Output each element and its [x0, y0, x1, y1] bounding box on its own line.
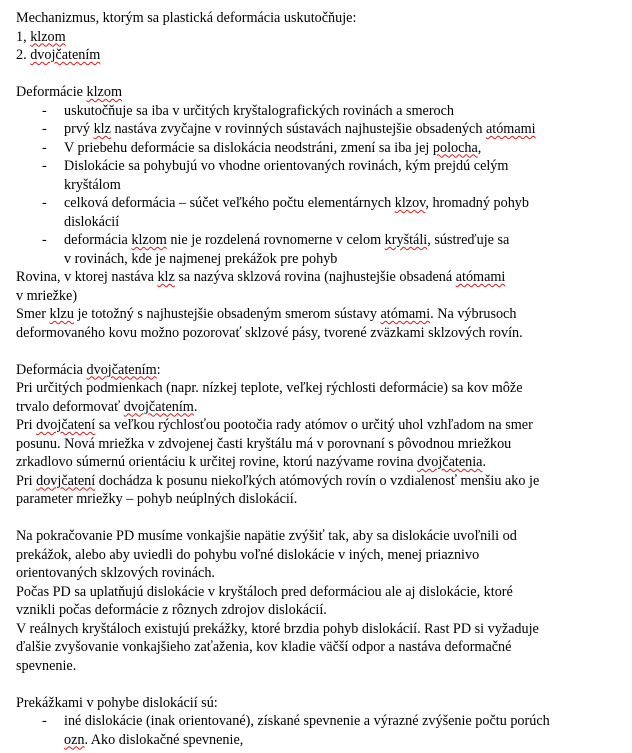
paragraph-line: V reálnych kryštáloch existujú prekážky, ktoré brzdia pohyb dislokácií. Rast PD si vyžaduje [16, 620, 539, 637]
paragraph-line: parameter mriežky – pohyb neúplných dislokácií. [16, 491, 298, 507]
section-heading-klz [16, 83, 626, 102]
blank-line [16, 509, 626, 528]
paragraph-line [16, 416, 626, 435]
paragraph-line: prekážok, alebo aby uviedli do pohybu voľné dislokácie v iných, menej priaznivo [16, 546, 480, 563]
list-number: 1, [16, 28, 31, 45]
paragraph-line: Počas PD sa uplatňujú dislokácie v kryštáloch pred deformáciou ale aj dislokácie, ktoré [16, 583, 513, 600]
misspelled-word[interactable]: klzom [86, 84, 122, 100]
text: Pri [16, 472, 37, 489]
text: dochádza k posunu niekoľkých atómových rovín o vzdialenosť menšiu ako je [95, 472, 540, 489]
misspelled-word[interactable]: polocha [432, 139, 478, 156]
bullet-text: V priebehu deformácie sa dislokácia neodstráni, zmení sa iba jej [64, 139, 433, 156]
misspelled-word[interactable]: kryštáli [384, 232, 428, 248]
text: Smer [16, 306, 50, 322]
bullet-dash: - [42, 195, 47, 211]
bullet-item [16, 120, 626, 139]
bullet-text: nastáva zvyčajne v rovinných sústavách najhustejšie obsadených [110, 121, 486, 137]
bullet-dash: - [42, 102, 47, 119]
intro-heading: Mechanizmus, ktorým sa plastická deformácia uskutočňuje: [16, 10, 357, 26]
misspelled-word[interactable]: klzu [49, 306, 74, 322]
paragraph-line [16, 398, 626, 417]
text: Rovina, v ktorej nastáva [16, 269, 158, 285]
blank-line [16, 675, 626, 694]
paragraph-line [16, 268, 626, 287]
misspelled-word[interactable]: dvojčatením [30, 47, 101, 63]
bullet-item [16, 139, 626, 158]
misspelled-word[interactable]: atómami [380, 306, 431, 322]
bullet-item [16, 194, 626, 213]
document-page [16, 9, 626, 749]
list-number: 2. [16, 47, 31, 63]
bullet-item [16, 102, 626, 121]
bullet-text: , sústreďuje sa [427, 232, 510, 248]
paragraph-line: deformovaného kovu možno pozorovať sklzové pásy, tvorené zväzkami sklzových rovín. [16, 324, 523, 341]
bullet-continuation: v rovinách, kde je najmenej prekážok pre pohyb [64, 250, 338, 267]
bullet-item [16, 157, 626, 176]
misspelled-word[interactable]: dovjčatení [36, 472, 96, 489]
bullet-dash: - [42, 158, 47, 174]
paragraph-line: orientovaných sklzových rovinách. [16, 565, 215, 581]
misspelled-word[interactable]: klzov [394, 195, 426, 211]
section-heading-dvoj [16, 361, 626, 380]
paragraph-line: spevnenie. [16, 657, 77, 674]
misspelled-word[interactable]: atómami [485, 121, 536, 137]
bullet-continuation: dislokácií [64, 213, 120, 230]
bullet-text: prvý [64, 121, 94, 137]
text: . Na výbrusoch [430, 306, 517, 322]
bullet-text: nie je rozdelená rovnomerne v celom [166, 232, 385, 248]
misspelled-word[interactable]: dvojčatením [86, 361, 157, 378]
bullet-continuation: kryštálom [64, 176, 121, 193]
paragraph-line [16, 305, 626, 324]
bullet-dash: - [42, 121, 47, 137]
bullet-item [16, 231, 626, 250]
text: sa nazýva sklzová rovina (najhustejšie obsadená [174, 269, 456, 285]
paragraph-line [16, 472, 626, 491]
paragraph-line: v mriežke) [16, 287, 78, 304]
blank-line [16, 342, 626, 361]
misspelled-word[interactable]: klzom [131, 232, 167, 248]
text: je totožný s najhustejšie obsadeným smerom sústavy [73, 306, 381, 322]
heading-text: Deformácia [16, 361, 87, 378]
paragraph-line: Na pokračovanie PD musíme vonkajšie napätie zvýšiť tak, aby sa dislokácie uvoľnili od [16, 528, 517, 544]
misspelled-word[interactable]: klz [93, 121, 111, 137]
list-item-1 [16, 28, 626, 47]
misspelled-word[interactable]: dvojčatenia [417, 454, 483, 470]
bullet-text: deformácia [64, 232, 132, 248]
paragraph-line: Pri určitých podmienkach (napr. nízkej teplote, veľkej rýchlosti deformácie) sa kov môže [16, 380, 523, 396]
bullet-text: . Ako dislokačné spevnenie, [84, 731, 244, 748]
bullet-text: iné dislokácie (inak orientované), získané spevnenie a výrazné zvýšenie počtu porúch [64, 713, 550, 729]
misspelled-word[interactable]: klzom [30, 28, 66, 45]
bullet-text: uskutočňuje sa iba v určitých kryštalografických rovinách a smeroch [64, 102, 455, 119]
bullet-continuation [16, 731, 626, 750]
paragraph-line: posunu. Nová mriežka v zdvojenej časti kryštálu má v porovnaní s pôvodnou mriežkou [16, 435, 512, 452]
bullet-dash: - [42, 713, 47, 729]
text: zrkadlovo súmernú orientáciu k určitej rovine, ktorú nazývame rovina [16, 454, 418, 470]
misspelled-word[interactable]: atómami [455, 269, 506, 285]
paragraph-line: vznikli počas deformácie z rôznych zdrojov dislokácií. [16, 602, 327, 618]
text: . [193, 398, 198, 415]
bullet-text: celková deformácia – súčet veľkého počtu elementárnych [64, 195, 395, 211]
bullet-item [16, 712, 626, 731]
bullet-dash: - [42, 232, 47, 248]
list-item-2 [16, 46, 626, 65]
paragraph-line: ďalšie zvyšovanie vonkajšieho zaťaženia, kov kladie väčší odpor a nastáva deformačné [16, 639, 512, 655]
blank-line [16, 65, 626, 84]
section-heading-prekazky: Prekážkami v pohybe dislokácií sú: [16, 694, 218, 711]
text: Pri [16, 417, 37, 433]
bullet-text: , hromadný pohyb [425, 195, 529, 211]
misspelled-word[interactable]: dvojčatení [36, 417, 96, 433]
heading-text: : [156, 361, 161, 378]
text: trvalo deformovať [16, 398, 124, 415]
misspelled-word[interactable]: dvojčatením [123, 398, 194, 415]
misspelled-word[interactable]: ozn [64, 731, 85, 748]
paragraph-line [16, 453, 626, 472]
bullet-text: , [477, 139, 482, 156]
heading-text: Deformácie [16, 84, 87, 100]
bullet-dash: - [42, 139, 47, 156]
misspelled-word[interactable]: klz [157, 269, 175, 285]
bullet-text: Dislokácie sa pohybujú vo vhodne orientovaných rovinách, kým prejdú celým [64, 158, 509, 174]
text: sa veľkou rýchlosťou pootočia rady atómov o určitý uhol vzhľadom na smer [95, 417, 533, 433]
text: . [482, 454, 486, 470]
